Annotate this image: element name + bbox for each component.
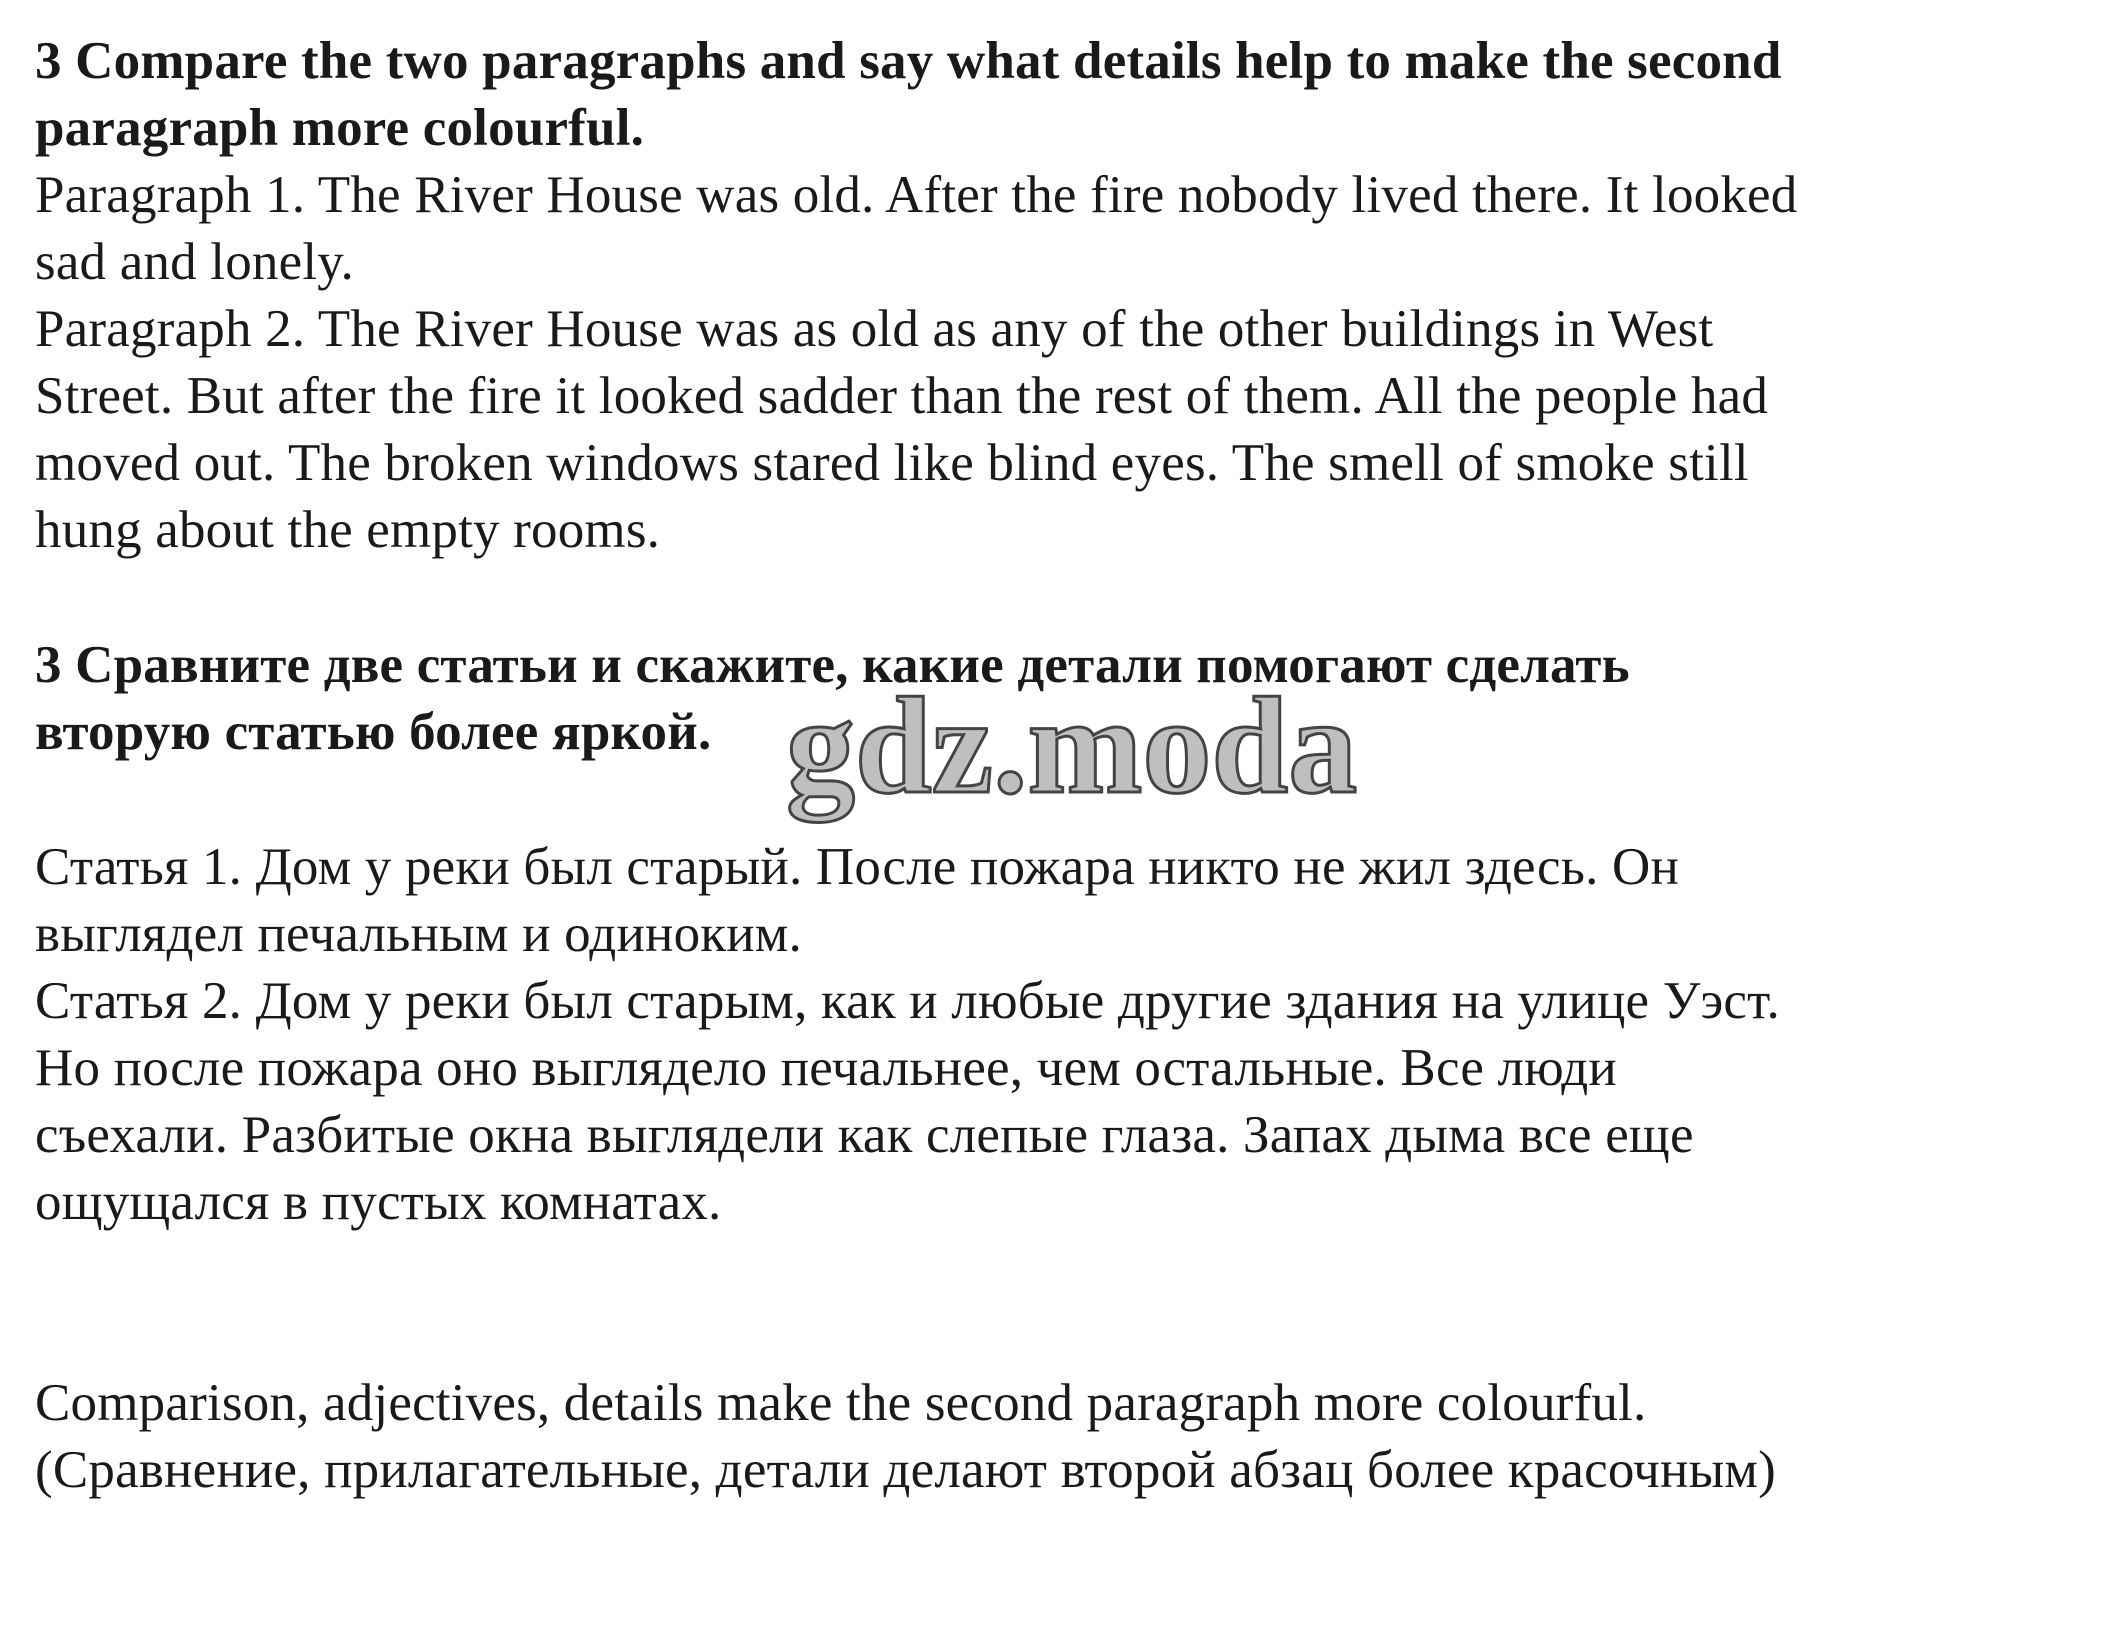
paragraph-line: ощущался в пустых комнатах. bbox=[35, 1173, 722, 1231]
task-heading-line: 3 Compare the two paragraphs and say what details help to make the second bbox=[35, 32, 1782, 90]
paragraph-line: Street. But after the fire it looked sadder than the rest of them. All the people had bbox=[35, 367, 1769, 425]
paragraph-line: Но после пожара оно выглядело печальнее, чем остальные. Все люди bbox=[35, 1039, 1617, 1097]
watermark-text: gdz.moda bbox=[786, 682, 1358, 822]
task-english bbox=[35, 28, 2065, 564]
watermark-logo bbox=[778, 682, 1378, 842]
answer-line: (Сравнение, прилагательные, детали делают второй абзац более красочным) bbox=[35, 1441, 1776, 1499]
paragraph-line: Статья 2. Дом у реки был старым, как и любые другие здания на улице Уэст. bbox=[35, 972, 1780, 1030]
paragraph-line: sad and lonely. bbox=[35, 233, 354, 291]
paragraph-line: moved out. The broken windows stared like blind eyes. The smell of smoke still bbox=[35, 434, 1749, 492]
paragraph-line: Статья 1. Дом у реки был старый. После пожара никто не жил здесь. Он bbox=[35, 838, 1680, 896]
task-heading-line: 3 Сравните две статьи и скажите, какие детали помогают сделать bbox=[35, 636, 1630, 694]
task-heading-line: paragraph more colourful. bbox=[35, 99, 645, 157]
paragraph-line: Paragraph 2. The River House was as old as any of the other buildings in West bbox=[35, 300, 1714, 358]
task-heading-line: вторую статью более яркой. bbox=[35, 703, 712, 761]
answer-block bbox=[35, 1370, 2065, 1504]
task-russian-body bbox=[35, 834, 2065, 1236]
paragraph-line: съехали. Разбитые окна выглядели как слепые глаза. Запах дыма все еще bbox=[35, 1106, 1694, 1164]
answer-line: Comparison, adjectives, details make the second paragraph more colourful. bbox=[35, 1374, 1647, 1432]
paragraph-line: Paragraph 1. The River House was old. After the fire nobody lived there. It looked bbox=[35, 166, 1798, 224]
paragraph-line: hung about the empty rooms. bbox=[35, 501, 661, 559]
paragraph-line: выглядел печальным и одиноким. bbox=[35, 905, 802, 963]
